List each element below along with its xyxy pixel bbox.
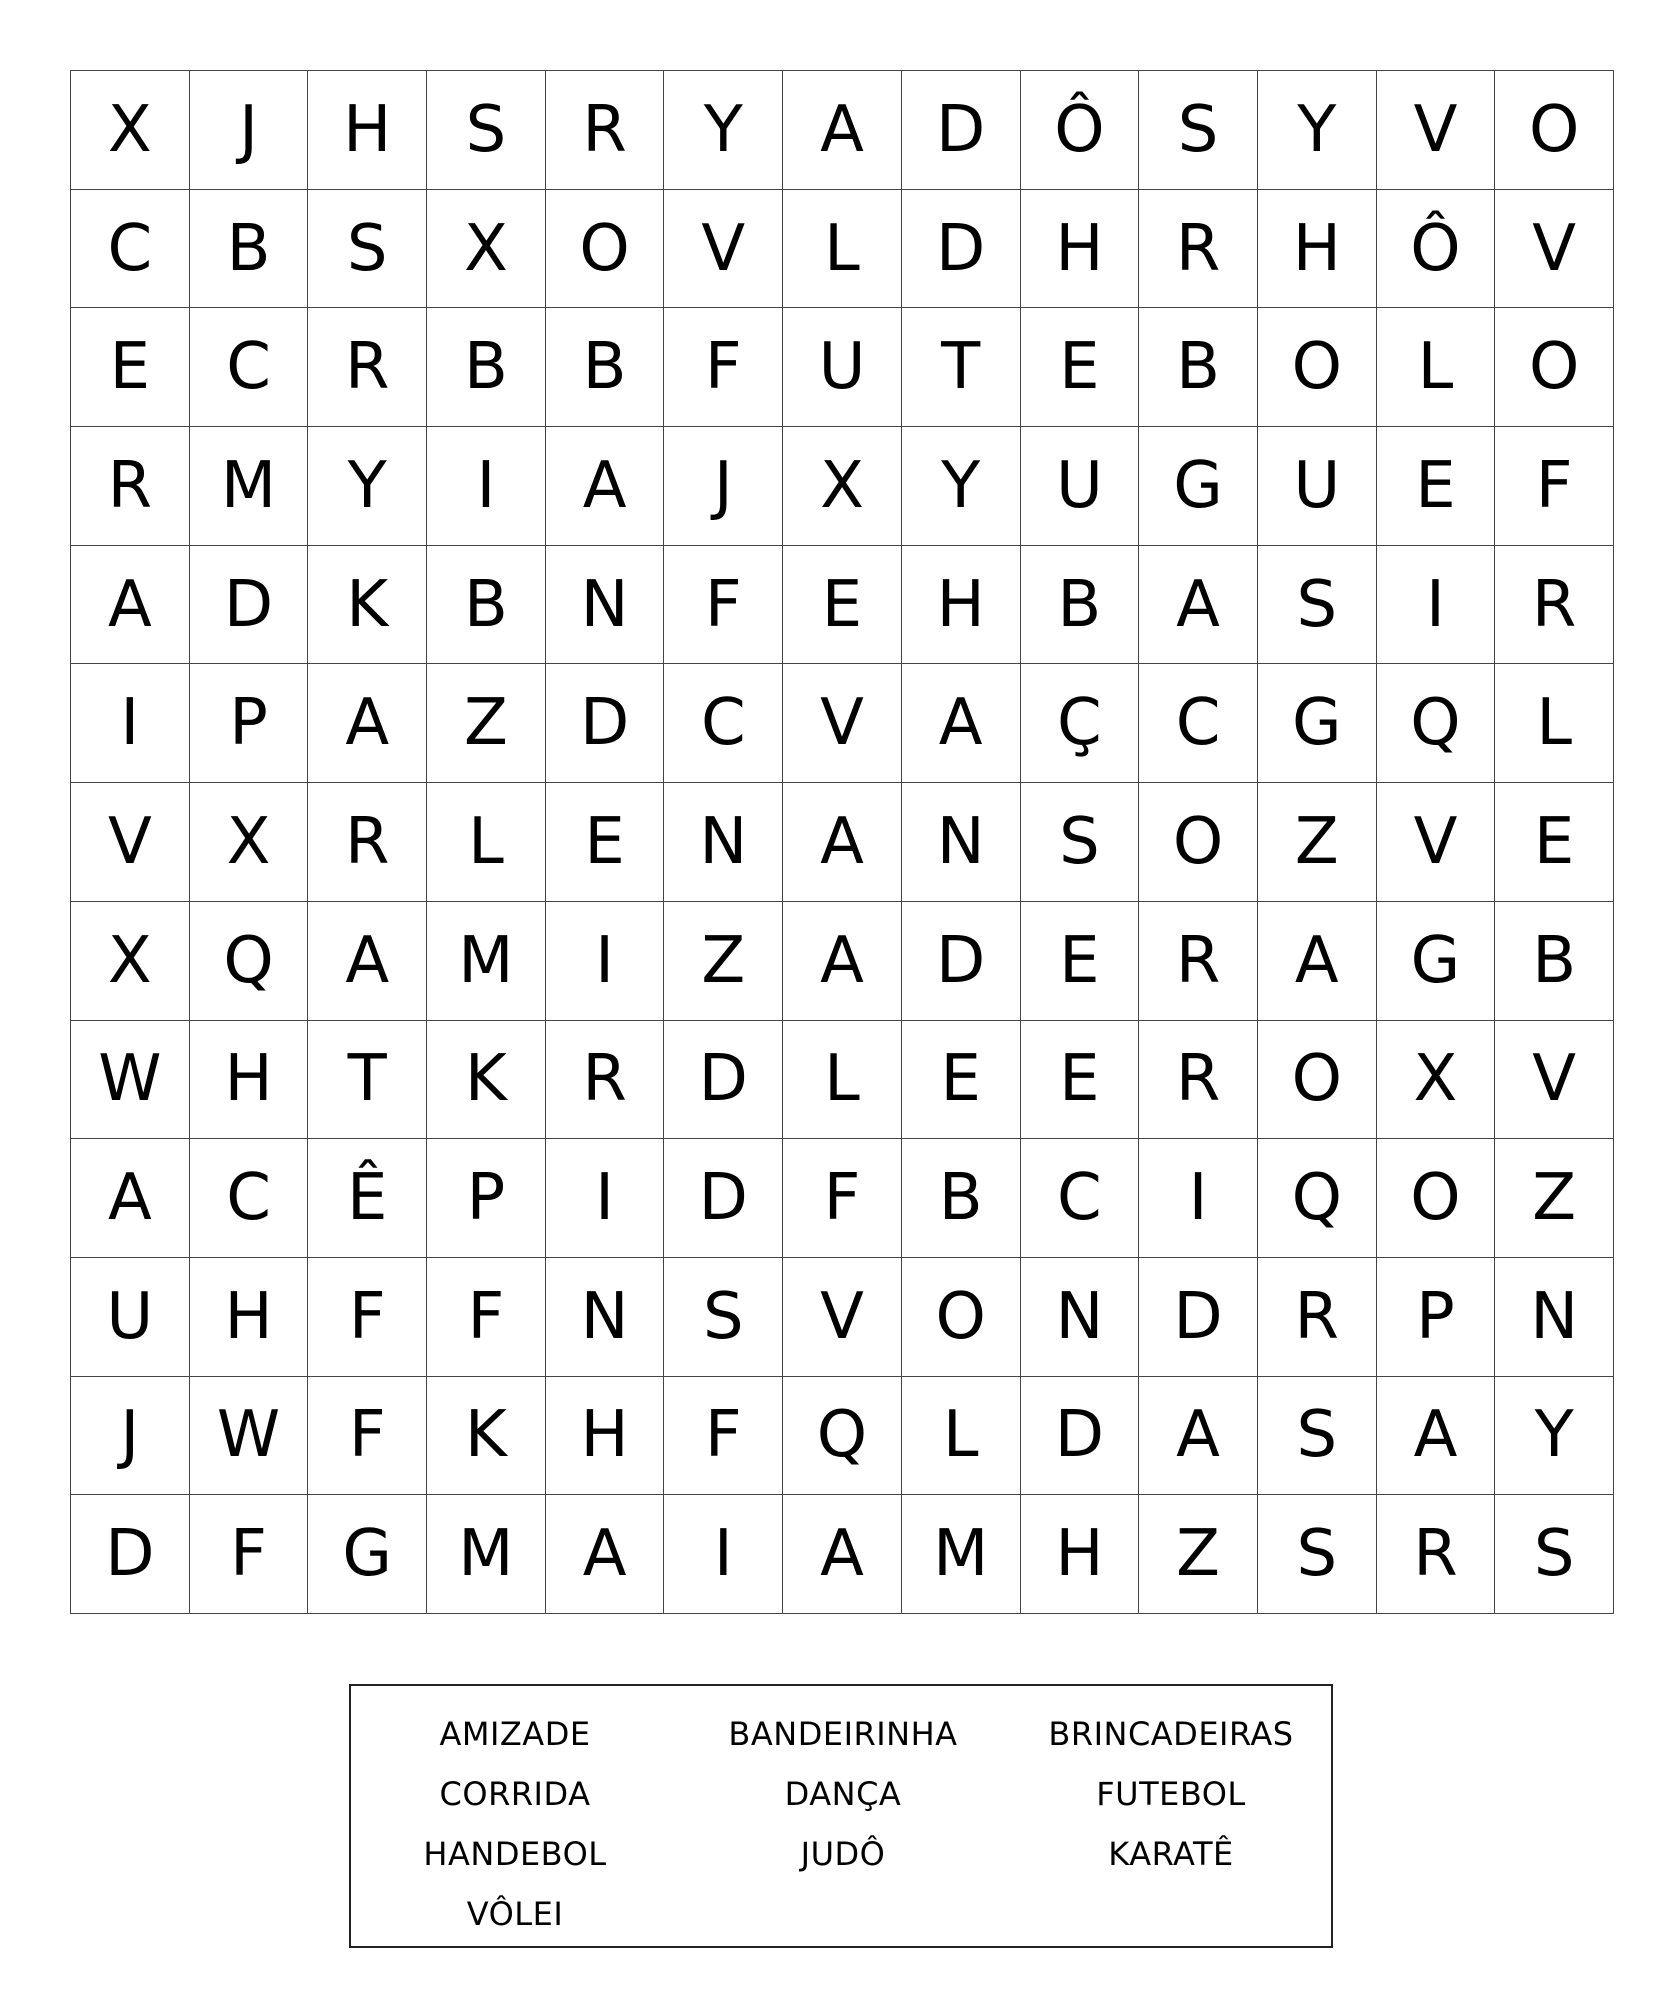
grid-cell[interactable]: C [1139,664,1258,783]
grid-cell[interactable]: C [190,1139,309,1258]
grid-cell[interactable]: T [308,1021,427,1140]
grid-cell[interactable]: F [664,308,783,427]
word-bank-list [351,1704,1331,1944]
grid-cell[interactable]: H [190,1021,309,1140]
grid-cell[interactable]: N [546,1258,665,1377]
grid-cell[interactable]: Y [902,427,1021,546]
grid-cell[interactable]: O [902,1258,1021,1377]
grid-cell[interactable]: A [1139,546,1258,665]
grid-cell[interactable]: X [427,190,546,309]
grid-cell[interactable]: N [546,546,665,665]
grid-cell[interactable]: B [427,308,546,427]
grid-cell[interactable]: S [1258,546,1377,665]
grid-cell[interactable]: H [902,546,1021,665]
grid-cell[interactable]: A [783,783,902,902]
grid-cell[interactable]: D [1021,1377,1140,1496]
word-bank-item: BANDEIRINHA [728,1715,958,1753]
grid-cell[interactable]: V [1495,1021,1614,1140]
grid-cell[interactable]: V [783,664,902,783]
grid-cell[interactable]: C [71,190,190,309]
grid-cell[interactable]: E [1021,308,1140,427]
grid-cell[interactable]: M [902,1495,1021,1614]
grid-cell[interactable]: O [546,190,665,309]
grid-cell[interactable]: R [1495,546,1614,665]
grid-cell[interactable]: U [783,308,902,427]
grid-cell[interactable]: F [427,1258,546,1377]
grid-cell[interactable]: Ç [1021,664,1140,783]
grid-cell[interactable]: C [664,664,783,783]
grid-cell[interactable]: B [546,308,665,427]
grid-cell[interactable]: E [902,1021,1021,1140]
grid-cell[interactable]: E [546,783,665,902]
grid-cell[interactable]: Ô [1021,71,1140,190]
grid-cell[interactable]: R [1139,1021,1258,1140]
grid-cell[interactable]: Ê [308,1139,427,1258]
grid-cell[interactable]: S [664,1258,783,1377]
grid-cell[interactable]: U [71,1258,190,1377]
grid-cell[interactable]: O [1258,308,1377,427]
grid-cell[interactable]: S [1021,783,1140,902]
grid-cell[interactable]: I [664,1495,783,1614]
grid-cell[interactable]: E [1021,902,1140,1021]
grid-cell[interactable]: J [190,71,309,190]
word-bank-item: BRINCADEIRAS [1048,1715,1294,1753]
grid-cell[interactable]: Q [190,902,309,1021]
word-bank-item: VÔLEI [466,1895,564,1933]
grid-cell[interactable]: W [190,1377,309,1496]
grid-cell[interactable]: L [427,783,546,902]
word-bank-item: JUDÔ [800,1835,886,1873]
grid-cell[interactable]: X [71,71,190,190]
grid-cell[interactable]: A [1377,1377,1496,1496]
grid-cell[interactable]: I [1139,1139,1258,1258]
grid-cell[interactable]: D [902,190,1021,309]
grid-cell[interactable]: O [1258,1021,1377,1140]
grid-cell[interactable]: U [1021,427,1140,546]
grid-cell[interactable]: N [1021,1258,1140,1377]
grid-cell[interactable]: R [1377,1495,1496,1614]
grid-cell[interactable]: H [190,1258,309,1377]
grid-cell[interactable]: L [902,1377,1021,1496]
grid-cell[interactable]: E [1377,427,1496,546]
grid-cell[interactable]: V [1495,190,1614,309]
grid-cell[interactable]: X [71,902,190,1021]
grid-cell[interactable]: Z [1258,783,1377,902]
grid-cell[interactable]: A [546,427,665,546]
grid-cell[interactable]: C [1021,1139,1140,1258]
grid-cell[interactable]: G [308,1495,427,1614]
grid-cell[interactable]: Z [1139,1495,1258,1614]
grid-cell[interactable]: G [1377,902,1496,1021]
grid-cell[interactable]: F [190,1495,309,1614]
grid-cell[interactable]: V [783,1258,902,1377]
grid-cell[interactable]: S [1139,71,1258,190]
grid-cell[interactable]: A [308,664,427,783]
grid-cell[interactable]: B [1021,546,1140,665]
grid-cell[interactable]: U [1258,427,1377,546]
grid-cell[interactable]: P [427,1139,546,1258]
grid-cell[interactable]: O [1139,783,1258,902]
word-bank-item: AMIZADE [439,1715,591,1753]
grid-cell[interactable]: I [1377,546,1496,665]
grid-cell[interactable]: O [1495,71,1614,190]
word-bank-item: DANÇA [784,1775,902,1813]
grid-cell[interactable]: I [427,427,546,546]
grid-cell[interactable]: E [1495,783,1614,902]
grid-cell[interactable]: F [664,546,783,665]
grid-cell[interactable]: B [1139,308,1258,427]
grid-cell[interactable]: H [546,1377,665,1496]
grid-cell[interactable]: A [546,1495,665,1614]
grid-cell[interactable]: F [308,1377,427,1496]
grid-cell[interactable]: D [71,1495,190,1614]
word-bank-item: FUTEBOL [1096,1775,1246,1813]
grid-cell[interactable]: Y [1258,71,1377,190]
grid-cell[interactable]: B [190,190,309,309]
grid-cell[interactable]: Ô [1377,190,1496,309]
grid-cell[interactable]: E [783,546,902,665]
grid-cell[interactable]: Y [664,71,783,190]
grid-cell[interactable]: L [783,190,902,309]
grid-cell[interactable]: M [190,427,309,546]
grid-cell[interactable]: R [1139,190,1258,309]
grid-cell[interactable]: S [1258,1495,1377,1614]
grid-cell[interactable]: Z [1495,1139,1614,1258]
grid-cell[interactable]: A [308,902,427,1021]
grid-cell[interactable]: A [71,546,190,665]
grid-cell[interactable]: F [1495,427,1614,546]
grid-cell[interactable]: D [1139,1258,1258,1377]
grid-cell[interactable]: F [664,1377,783,1496]
grid-cell[interactable]: I [546,1139,665,1258]
grid-cell[interactable]: D [902,902,1021,1021]
grid-cell[interactable]: R [546,1021,665,1140]
grid-cell[interactable]: X [190,783,309,902]
grid-cell[interactable]: A [783,902,902,1021]
grid-cell[interactable]: P [1377,1258,1496,1377]
grid-cell[interactable]: L [783,1021,902,1140]
grid-cell[interactable]: G [1258,664,1377,783]
grid-cell[interactable]: F [308,1258,427,1377]
grid-cell[interactable]: V [71,783,190,902]
grid-cell[interactable]: R [308,783,427,902]
grid-cell[interactable]: D [190,546,309,665]
grid-cell[interactable]: J [664,427,783,546]
grid-cell[interactable]: D [902,71,1021,190]
grid-cell[interactable]: S [1258,1377,1377,1496]
grid-cell[interactable]: Y [1495,1377,1614,1496]
grid-cell[interactable]: H [1258,190,1377,309]
word-bank [349,1684,1333,1948]
grid-cell[interactable]: E [1021,1021,1140,1140]
grid-cell[interactable]: M [427,902,546,1021]
grid-cell[interactable]: B [1495,902,1614,1021]
grid-cell[interactable]: B [427,546,546,665]
grid-cell[interactable]: R [308,308,427,427]
grid-cell[interactable]: I [546,902,665,1021]
grid-cell[interactable]: G [1139,427,1258,546]
word-bank-item: HANDEBOL [423,1835,607,1873]
grid-cell[interactable]: R [71,427,190,546]
grid-cell[interactable]: W [71,1021,190,1140]
grid-cell[interactable]: O [1495,308,1614,427]
word-bank-item: KARATÊ [1108,1835,1234,1873]
grid-cell[interactable]: L [1495,664,1614,783]
grid-cell[interactable]: H [308,71,427,190]
grid-cell[interactable]: S [1495,1495,1614,1614]
grid-cell[interactable]: K [308,546,427,665]
grid-cell[interactable]: H [1021,190,1140,309]
grid-cell[interactable]: N [902,783,1021,902]
grid-cell[interactable]: A [783,1495,902,1614]
grid-cell[interactable]: L [1377,308,1496,427]
grid-cell[interactable]: A [71,1139,190,1258]
grid-cell[interactable]: X [1377,1021,1496,1140]
grid-cell[interactable]: K [427,1377,546,1496]
grid-cell[interactable]: A [902,664,1021,783]
grid-cell[interactable]: S [427,71,546,190]
grid-cell[interactable]: A [1258,902,1377,1021]
grid-cell[interactable]: Z [427,664,546,783]
grid-cell[interactable]: V [664,190,783,309]
word-search-grid [70,70,1614,1614]
grid-cell[interactable]: P [190,664,309,783]
grid-cell[interactable]: N [664,783,783,902]
grid-cell[interactable]: M [427,1495,546,1614]
grid-cell[interactable]: R [1139,902,1258,1021]
grid-cell[interactable]: O [1377,1139,1496,1258]
word-bank-item: CORRIDA [439,1775,591,1813]
grid-cell[interactable]: T [902,308,1021,427]
grid-cell[interactable]: A [783,71,902,190]
grid-cell[interactable]: E [71,308,190,427]
grid-cell[interactable]: R [546,71,665,190]
grid-cell[interactable]: H [1021,1495,1140,1614]
grid-cell[interactable]: R [1258,1258,1377,1377]
grid-cell[interactable]: C [190,308,309,427]
grid-cell[interactable]: V [1377,71,1496,190]
grid-cell[interactable]: I [71,664,190,783]
grid-cell[interactable]: F [783,1139,902,1258]
grid-cell[interactable]: Q [1377,664,1496,783]
grid-cell[interactable]: V [1377,783,1496,902]
grid-cell[interactable]: Q [1258,1139,1377,1258]
grid-cell[interactable]: J [71,1377,190,1496]
grid-cell[interactable]: D [664,1139,783,1258]
grid-cell[interactable]: Y [308,427,427,546]
grid-cell[interactable]: K [427,1021,546,1140]
grid-cell[interactable]: N [1495,1258,1614,1377]
grid-cell[interactable]: A [1139,1377,1258,1496]
grid-cell[interactable]: D [546,664,665,783]
grid-cell[interactable]: Z [664,902,783,1021]
grid-cell[interactable]: B [902,1139,1021,1258]
grid-cell[interactable]: X [783,427,902,546]
grid-cell[interactable]: S [308,190,427,309]
grid-cell[interactable]: Q [783,1377,902,1496]
grid-cell[interactable]: D [664,1021,783,1140]
